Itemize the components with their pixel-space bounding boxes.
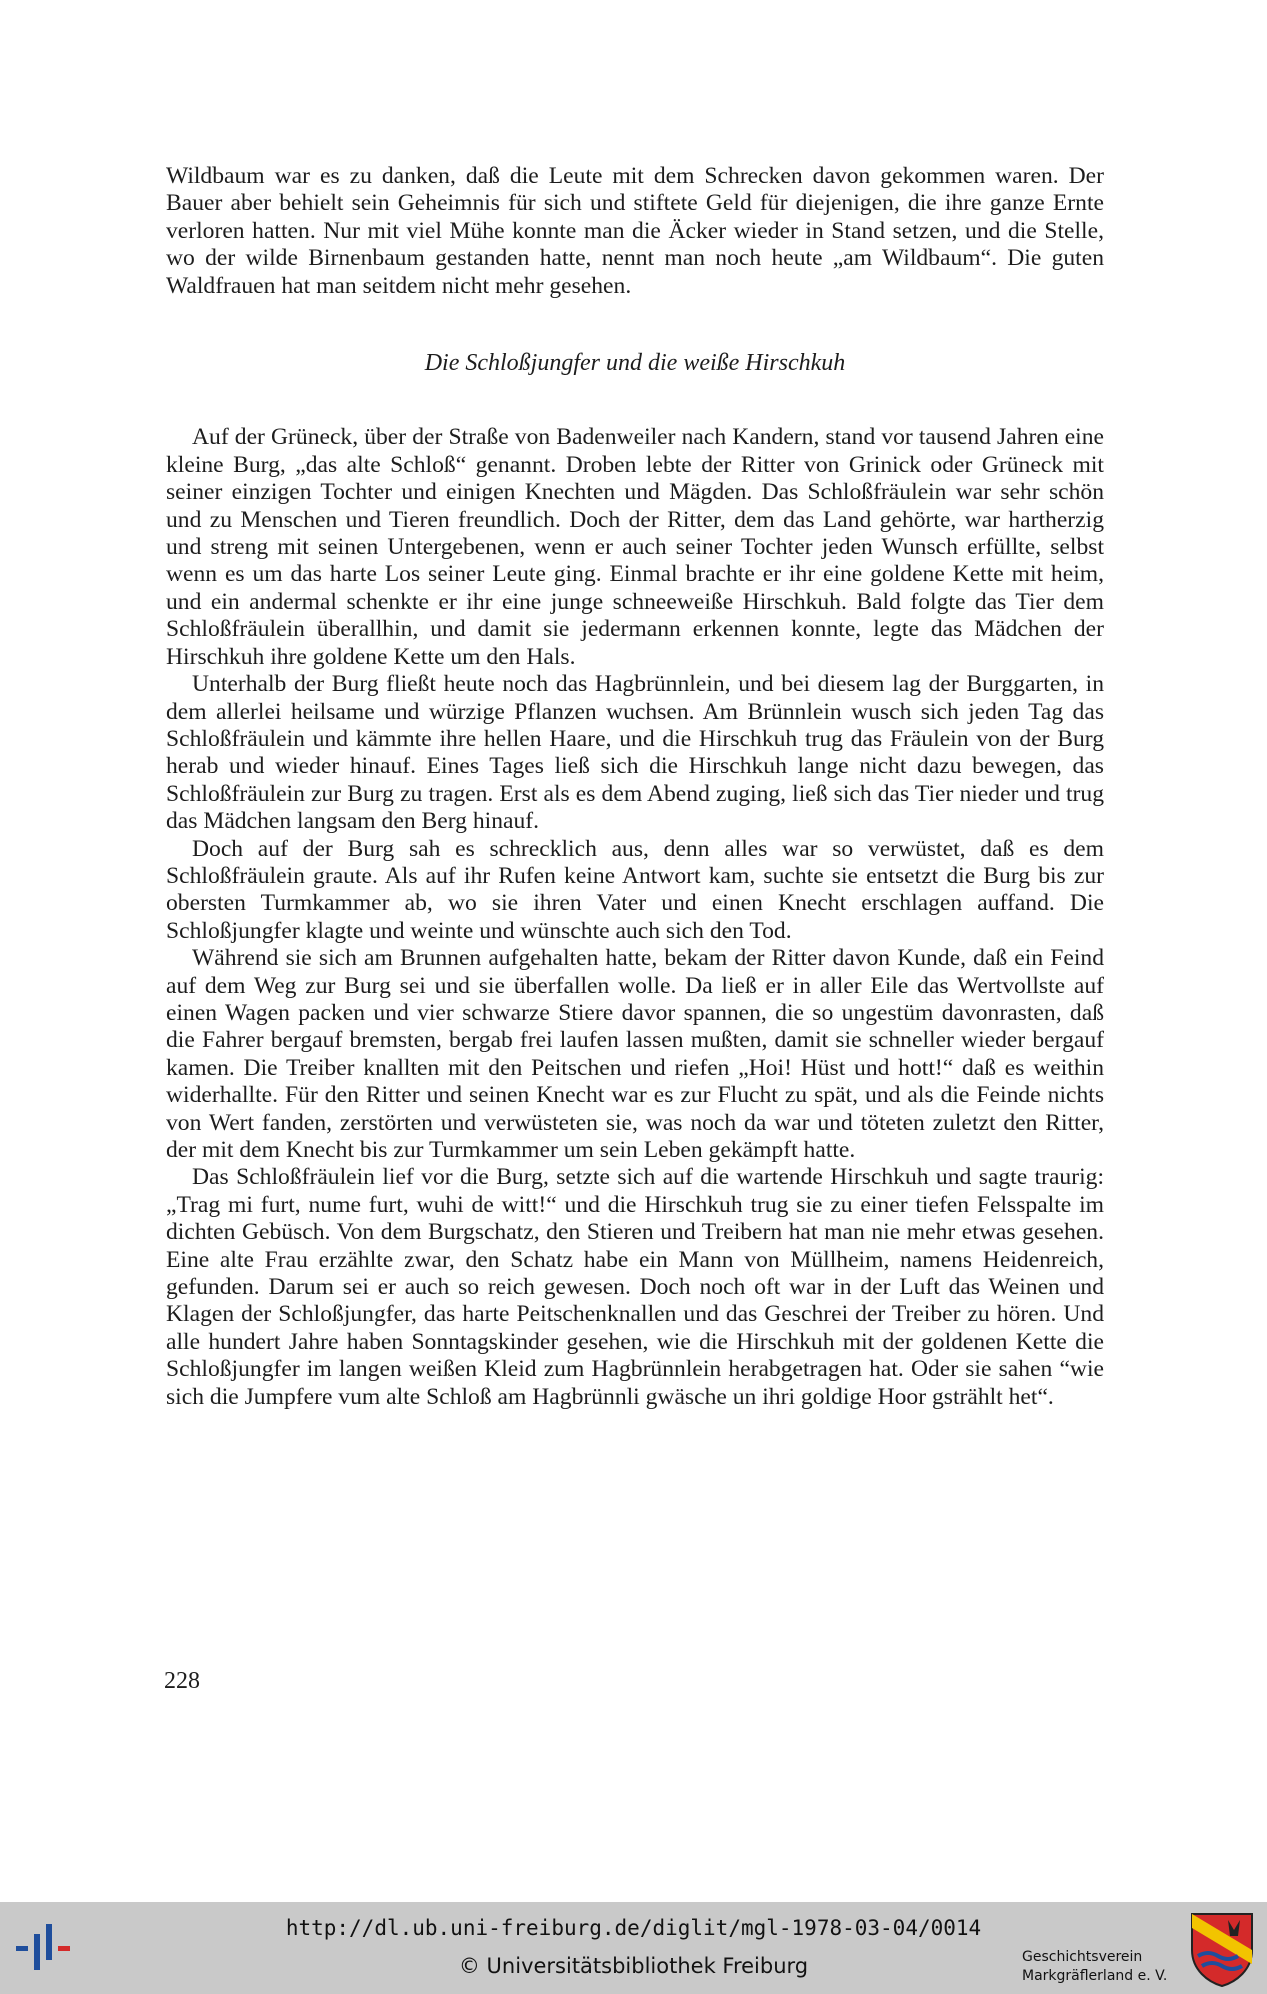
paragraph-4: Während sie sich am Brunnen aufgehalten hatte, bekam der Ritter davon Kunde, daß ein Feind auf dem Weg zur Burg sei und sie überfallen wolle. Da ließ er in aller Eile das Wertvollste auf einen Wagen packen und vier schwarze Stiere davor spannen, die so ungestüm davonrasten, daß die Fahrer bergauf bremsten, bergab frei laufen lassen mußten, damit sie schneller wieder bergauf kamen. Die Treiber knallten mit den Peitschen und riefen „Hoi! Hüst und hott!“ daß es weithin widerhallte. Für den Ritter und seinen Knecht war es zur Flucht zu spät, und als die Feinde nichts von Wert fanden, zerstörten und verwüsteten sie, was noch da war und töteten zuletzt den Ritter, der mit dem Knecht bis zur Turmkammer um sein Leben gekämpft hatte. — [166, 945, 1104, 1163]
page-number: 228 — [164, 1668, 200, 1694]
paragraph-3: Doch auf der Burg sah es schrecklich aus, denn alles war so verwüstet, daß es dem Schloßfräulein graute. Als auf ihr Rufen keine Antwort kam, suchte sie entsetzt die Burg bis zur obersten Turmkammer ab, wo sie ihren Vater und einen Knecht erschlagen auffand. Die Schloßjungfer klagte und weinte und wünschte auch sich den Tod. — [166, 835, 1104, 944]
story-heading: Die Schloßjungfer und die weiße Hirschkuh — [424, 350, 846, 377]
viewer-footer — [0, 1902, 1267, 1994]
society-line-2: Markgräflerland e. V. — [1022, 1968, 1168, 1984]
paragraph-1: Auf der Grüneck, über der Straße von Badenweiler nach Kandern, stand vor tausend Jahren eine kleine Burg, „das alte Schloß“ genannt. Droben lebte der Ritter von Grinick oder Grüneck mit seiner einzigen Tochter und einigen Knechten und Mägden. Das Schloßfräulein war sehr schön und zu Menschen und Tieren freundlich. Doch der Ritter, dem das Land gehörte, war hartherzig und streng mit seinen Untergebenen, wenn er auch seiner Tochter jeden Wunsch erfüllte, selbst wenn es um das harte Los seiner Leute ging. Einmal brachte er ihr eine goldene Kette mit heim, und ein andermal schenkte er ihr eine junge schneeweiße Hirschkuh. Bald folgte das Tier dem Schloßfräulein überallhin, und damit sie jedermann erkennen konnte, legte das Mädchen der Hirschkuh ihre goldene Kette um den Hals. — [166, 424, 1104, 670]
intro-paragraph: Wildbaum war es zu danken, daß die Leute mit dem Schrecken davon gekommen waren. Der Bauer aber behielt sein Geheimnis für sich und stiftete Geld für diejenigen, die ihre ganze Ernte verloren hatten. Nur mit viel Mühe konnte man die Äcker wieder in Stand setzen, und die Stelle, wo der wilde Birnenbaum gestanden hatte, nennt man noch heute „am Wildbaum“. Die guten Waldfrauen hat man seitdem nicht mehr gesehen. — [166, 163, 1104, 299]
society-name — [1022, 1948, 1167, 1986]
copyright-text: © Universitätsbibliothek Freiburg — [458, 1954, 809, 1978]
coat-of-arms-icon — [1188, 1910, 1256, 1988]
paragraph-2: Unterhalb der Burg fließt heute noch das Hagbrünnlein, und bei diesem lag der Burggarten, in dem allerlei heilsame und würzige Pflanzen wuchsen. Am Brünnlein wusch sich jeden Tag das Schloßfräulein und kämmte ihre hellen Haare, und die Hirschkuh trug das Fräulein von der Burg herab und wieder hinauf. Eines Tages ließ sich die Hirschkuh lange nicht dazu bewegen, das Schloßfräulein zur Burg zu tragen. Erst als es dem Abend zuging, ließ sich das Tier nieder und trug das Mädchen langsam den Berg hinauf. — [166, 671, 1104, 835]
paragraph-5: Das Schloßfräulein lief vor die Burg, setzte sich auf die wartende Hirschkuh und sagte traurig: „Trag mi furt, nume furt, wuhi de witt!“ und die Hirschkuh trug sie zu einer tiefen Felsspalte im dichten Gebüsch. Von dem Burgschatz, den Stieren und Treibern hat man nie mehr etwas gesehen. Eine alte Frau erzählte zwar, den Schatz habe ein Mann von Müllheim, namens Heidenreich, gefunden. Darum sei er auch so reich gewesen. Doch noch oft war in der Luft das Weinen und Klagen der Schloßjungfer, das harte Peitschenknallen und das Geschrei der Treiber zu hören. Und alle hundert Jahre haben Sonntagskinder gesehen, wie die Hirschkuh mit der goldenen Kette die Schloßjungfer im langen weißen Kleid zum Hagbrünnlein herabgetragen hat. Oder sie sahen “wie sich die Jumpfere vum alte Schloß am Hagbrünnli gwäsche un ihri goldige Hoor gstrählt het“. — [166, 1164, 1104, 1410]
text-block — [166, 163, 1104, 1411]
society-line-1: Geschichtsverein — [1022, 1949, 1143, 1965]
document-url-link[interactable]: http://dl.ub.uni-freiburg.de/diglit/mgl-1978-03-04/0014 — [285, 1916, 982, 1940]
